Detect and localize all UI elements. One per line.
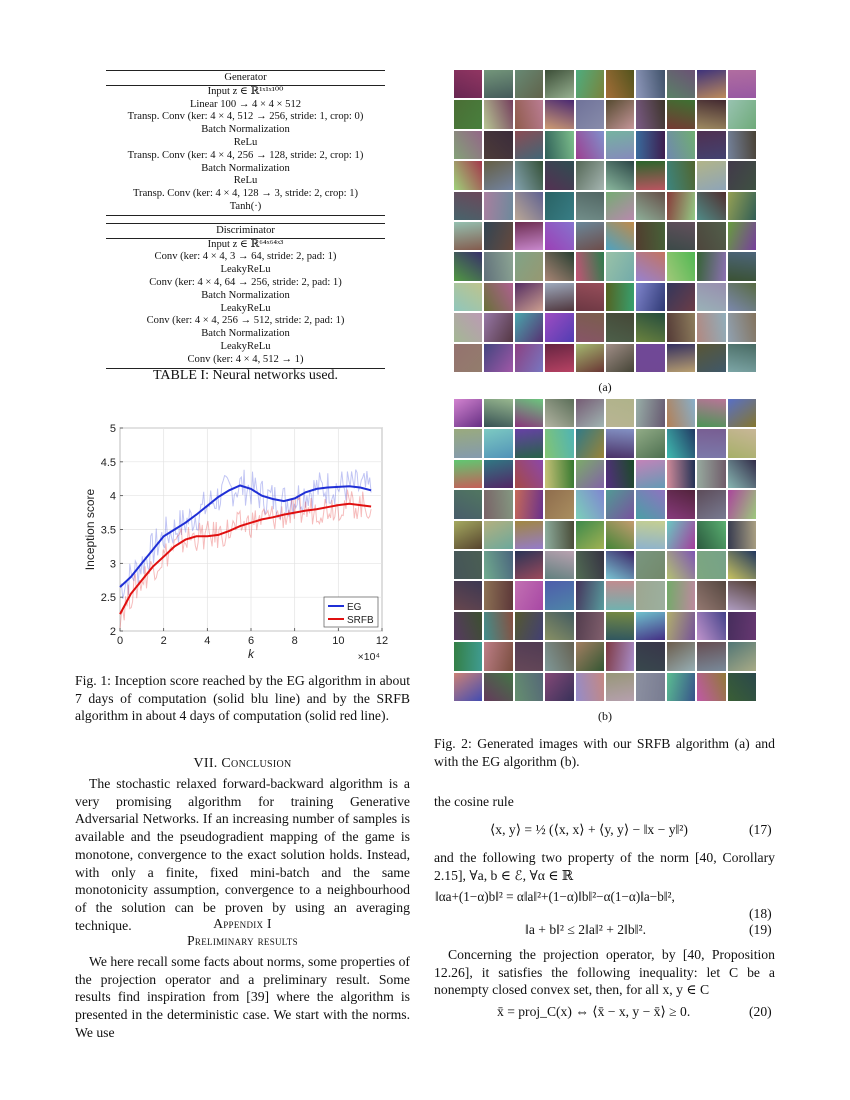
chart-svg: [80, 420, 400, 670]
generated-image-tile: [454, 490, 482, 518]
generated-image-tile: [667, 460, 695, 488]
generated-image-tile: [606, 161, 634, 189]
generated-image-tile: [667, 344, 695, 372]
generated-image-tile: [454, 100, 482, 128]
generated-image-tile: [636, 283, 664, 311]
generated-image-tile: [697, 521, 725, 549]
equation-20: x̄ = proj_C(x) ⇔ ⟨x̄ − x, y − x̄⟩ ≥ 0.: [497, 1004, 691, 1019]
generated-image-tile: [484, 490, 512, 518]
generated-image-tile: [606, 283, 634, 311]
generator-row: ReLu: [233, 136, 258, 148]
generated-image-tile: [545, 521, 573, 549]
generated-image-tile: [606, 460, 634, 488]
generated-image-tile: [728, 642, 756, 670]
generated-image-tile: [515, 252, 543, 280]
generated-image-tile: [728, 161, 756, 189]
fig2-label-b: (b): [598, 709, 612, 723]
x-tick-label: 10: [332, 635, 345, 647]
generated-image-tile: [667, 612, 695, 640]
generated-image-tile: [484, 551, 512, 579]
discriminator-title: Discriminator: [216, 224, 275, 236]
generated-image-tile: [515, 131, 543, 159]
generated-image-tile: [454, 252, 482, 280]
generated-image-tile: [515, 283, 543, 311]
generated-image-tile: [484, 399, 512, 427]
generated-image-tile: [545, 581, 573, 609]
generated-image-tile: [545, 344, 573, 372]
generated-image-tile: [545, 222, 573, 250]
generated-image-tile: [667, 673, 695, 701]
generated-image-tile: [697, 161, 725, 189]
generated-images-grid-b: [452, 397, 758, 703]
x-tick-label: 0: [116, 635, 124, 647]
generated-image-tile: [515, 642, 543, 670]
generated-image-tile: [667, 252, 695, 280]
generated-image-tile: [728, 344, 756, 372]
generated-image-tile: [484, 642, 512, 670]
table-neural-networks: [106, 70, 385, 369]
generated-image-tile: [545, 460, 573, 488]
generated-image-tile: [454, 283, 482, 311]
conclusion-paragraph: The stochastic relaxed forward-backward algorithm is a very promising algorithm for training Generative Adversarial Networks. If an increasing number of samples is available and the pseudogradient mapping of the game is monotone, convergence to the exact solution holds. Instead, with only a finite, fixed mini-batch and the same monotonicity assumption, convergence to a neighbourhood of the solution can be proven by using an averaging technique.: [75, 776, 410, 933]
generated-image-tile: [667, 70, 695, 98]
generated-image-tile: [667, 521, 695, 549]
generated-image-tile: [484, 131, 512, 159]
generated-image-tile: [576, 344, 604, 372]
generated-image-tile: [515, 429, 543, 457]
y-tick-label: 3: [109, 558, 116, 571]
generated-image-tile: [606, 612, 634, 640]
generated-image-tile: [667, 131, 695, 159]
generated-image-tile: [484, 100, 512, 128]
generated-image-tile: [454, 313, 482, 341]
generated-image-tile: [545, 70, 573, 98]
generator-row: Batch Normalization: [201, 124, 290, 136]
discriminator-row: Conv (ker: 4 × 4, 3 → 64, stride: 2, pad: 1): [154, 251, 337, 263]
discriminator-row: Conv (ker: 4 × 4, 256 → 512, stride: 2, pad: 1): [146, 315, 345, 327]
generated-image-tile: [606, 551, 634, 579]
equation-17-number: (17): [749, 822, 772, 837]
generator-row: ReLu: [233, 175, 258, 187]
discriminator-row: Input z ∈ ℝ⁶⁴ˣ⁶⁴ˣ³: [207, 238, 284, 250]
appendix-heading: Appendix I: [213, 916, 272, 931]
generated-image-tile: [576, 131, 604, 159]
generated-image-tile: [697, 344, 725, 372]
generated-image-tile: [576, 612, 604, 640]
x-tick-label: 6: [247, 635, 255, 647]
generator-row: Transp. Conv (ker: 4 × 4, 128 → 3, stride: 2, crop: 1): [132, 188, 359, 200]
discriminator-rows: [106, 239, 385, 367]
generated-image-tile: [576, 313, 604, 341]
generated-image-tile: [697, 490, 725, 518]
generated-image-tile: [606, 673, 634, 701]
generated-image-tile: [728, 252, 756, 280]
generated-image-tile: [454, 222, 482, 250]
generated-image-tile: [545, 429, 573, 457]
generated-image-tile: [697, 131, 725, 159]
generated-image-tile: [454, 551, 482, 579]
generated-image-tile: [454, 521, 482, 549]
generated-image-tile: [728, 222, 756, 250]
generated-image-tile: [484, 673, 512, 701]
generated-image-tile: [515, 612, 543, 640]
y-tick-label: 4.5: [100, 456, 116, 469]
generated-image-tile: [728, 313, 756, 341]
generated-image-tile: [484, 581, 512, 609]
y-tick-label: 4: [109, 490, 116, 503]
discriminator-row: Conv (ker: 4 × 4, 64 → 256, stride: 2, pad: 1): [149, 276, 342, 288]
generated-image-tile: [667, 161, 695, 189]
generated-image-tile: [454, 429, 482, 457]
generated-image-tile: [667, 490, 695, 518]
discriminator-row: Batch Normalization: [201, 289, 290, 301]
projection-text: [434, 946, 775, 999]
generated-image-tile: [484, 344, 512, 372]
generated-image-tile: [667, 100, 695, 128]
generated-image-tile: [545, 642, 573, 670]
generated-image-tile: [484, 612, 512, 640]
generated-image-tile: [576, 429, 604, 457]
generated-image-tile: [636, 429, 664, 457]
generated-image-tile: [484, 222, 512, 250]
generated-image-tile: [484, 313, 512, 341]
conclusion-heading: VII. Conclusion: [193, 756, 292, 771]
generated-image-tile: [545, 131, 573, 159]
generated-image-tile: [576, 70, 604, 98]
generated-image-tile: [697, 313, 725, 341]
generated-image-tile: [667, 581, 695, 609]
generated-image-tile: [576, 283, 604, 311]
generated-image-tile: [728, 283, 756, 311]
generated-image-tile: [606, 642, 634, 670]
discriminator-row: LeakyReLu: [220, 264, 271, 276]
generated-image-tile: [636, 642, 664, 670]
discriminator-row: LeakyReLu: [220, 302, 271, 314]
inception-score-chart: [80, 420, 400, 670]
generated-image-tile: [636, 399, 664, 427]
generated-image-tile: [636, 192, 664, 220]
generated-image-tile: [545, 283, 573, 311]
generated-image-tile: [606, 521, 634, 549]
generated-image-tile: [697, 252, 725, 280]
generated-image-tile: [576, 399, 604, 427]
generated-image-tile: [576, 551, 604, 579]
generator-row: Transp. Conv (ker: 4 × 4, 256 → 128, stride: 2, crop: 1): [127, 149, 364, 161]
generated-image-tile: [636, 252, 664, 280]
x-multiplier-label: ×10⁴: [357, 651, 380, 663]
generated-image-tile: [636, 100, 664, 128]
generated-image-tile: [545, 100, 573, 128]
equation-18: ‖αa+(1−α)b‖² = α‖a‖²+(1−α)‖b‖²−α(1−α)‖a−b‖²,: [435, 889, 675, 904]
generated-image-tile: [454, 131, 482, 159]
equation-17: ⟨x, y⟩ = ½ (⟨x, x⟩ + ⟨y, y⟩ − ‖x − y‖²): [490, 822, 688, 837]
generated-image-tile: [667, 399, 695, 427]
generated-image-tile: [667, 192, 695, 220]
generated-image-tile: [728, 612, 756, 640]
generated-image-tile: [576, 521, 604, 549]
generated-image-tile: [454, 642, 482, 670]
generated-image-tile: [576, 192, 604, 220]
generated-image-tile: [697, 673, 725, 701]
generated-image-tile: [697, 399, 725, 427]
y-tick-label: 3.5: [100, 524, 116, 537]
y-tick-label: 5: [109, 423, 116, 435]
generated-image-tile: [728, 131, 756, 159]
generated-image-tile: [454, 399, 482, 427]
generated-image-tile: [545, 252, 573, 280]
generated-image-tile: [484, 252, 512, 280]
generated-images-grid-a: [452, 68, 758, 374]
generated-image-tile: [576, 252, 604, 280]
generated-image-tile: [515, 222, 543, 250]
generated-image-tile: [484, 283, 512, 311]
generated-image-tile: [636, 521, 664, 549]
generated-image-tile: [515, 161, 543, 189]
generated-image-tile: [636, 344, 664, 372]
generated-image-tile: [636, 222, 664, 250]
generated-image-tile: [576, 642, 604, 670]
generated-image-tile: [728, 490, 756, 518]
y-tick-label: 2.5: [100, 592, 116, 605]
cosine-intro: the cosine rule: [434, 794, 514, 809]
generated-image-tile: [697, 70, 725, 98]
generated-image-tile: [636, 131, 664, 159]
appendix-subheading: Preliminary results: [187, 933, 298, 948]
fig1-caption: Fig. 1: Inception score reached by the EG algorithm in about 7 days of computation (solid blu line) and by the SRFB algorithm in about 4 days of computation (solid red line).: [75, 673, 410, 723]
generated-image-tile: [636, 551, 664, 579]
generated-image-tile: [606, 70, 634, 98]
generated-image-tile: [454, 673, 482, 701]
generated-image-tile: [606, 581, 634, 609]
discriminator-row: LeakyReLu: [220, 340, 271, 352]
generated-image-tile: [606, 429, 634, 457]
generated-image-tile: [636, 581, 664, 609]
x-tick-label: 12: [375, 635, 389, 647]
generated-image-tile: [636, 161, 664, 189]
generated-image-tile: [728, 192, 756, 220]
generated-image-tile: [576, 161, 604, 189]
generated-image-tile: [636, 612, 664, 640]
generated-image-tile: [606, 344, 634, 372]
generated-image-tile: [515, 399, 543, 427]
generated-image-tile: [606, 313, 634, 341]
generated-image-tile: [576, 222, 604, 250]
generated-image-tile: [728, 460, 756, 488]
x-tick-label: 4: [204, 635, 211, 647]
generated-image-tile: [636, 460, 664, 488]
generated-image-tile: [697, 460, 725, 488]
generated-image-tile: [515, 344, 543, 372]
generated-image-tile: [697, 581, 725, 609]
generated-image-tile: [667, 642, 695, 670]
generated-image-tile: [728, 399, 756, 427]
generated-image-tile: [576, 673, 604, 701]
generator-row: Transp. Conv (ker: 4 × 4, 512 → 256, stride: 1, crop: 0): [127, 111, 364, 123]
legend-label-eg: EG: [347, 602, 362, 613]
generated-image-tile: [667, 283, 695, 311]
generated-image-tile: [484, 521, 512, 549]
y-axis-label: Inception score: [83, 488, 97, 571]
generated-image-tile: [576, 581, 604, 609]
generated-image-tile: [697, 100, 725, 128]
generated-image-tile: [697, 612, 725, 640]
legend-label-srfb: SRFB: [347, 615, 374, 626]
equation-19: ‖a + b‖² ≤ 2‖a‖² + 2‖b‖².: [525, 922, 646, 937]
generated-image-tile: [667, 222, 695, 250]
generated-image-tile: [515, 673, 543, 701]
generated-image-tile: [545, 673, 573, 701]
generated-image-tile: [515, 70, 543, 98]
generated-image-tile: [606, 131, 634, 159]
generated-image-tile: [515, 551, 543, 579]
generated-image-tile: [484, 192, 512, 220]
generator-rows: [106, 86, 385, 214]
generated-image-tile: [454, 161, 482, 189]
fig2-label-a: (a): [598, 380, 612, 394]
generated-image-tile: [606, 222, 634, 250]
generated-image-tile: [515, 521, 543, 549]
generated-image-tile: [515, 313, 543, 341]
generated-image-tile: [515, 581, 543, 609]
generated-image-tile: [728, 100, 756, 128]
generated-image-tile: [545, 399, 573, 427]
generated-image-tile: [697, 429, 725, 457]
generated-image-tile: [545, 161, 573, 189]
generator-row: Tanh(·): [229, 200, 262, 212]
x-tick-label: 8: [291, 635, 298, 647]
generated-image-tile: [728, 581, 756, 609]
generator-title: Generator: [224, 72, 267, 83]
generated-image-tile: [454, 70, 482, 98]
generated-image-tile: [545, 192, 573, 220]
generated-image-tile: [515, 100, 543, 128]
y-tick-label: 2: [109, 626, 116, 638]
norm-intro: and the following two property of the norm [40, Corollary 2.15], ∀a, b ∈ ℰ, ∀α ∈ ℝ: [434, 850, 775, 883]
generated-image-tile: [515, 192, 543, 220]
table-caption: TABLE I: Neural networks used.: [152, 368, 339, 383]
generated-image-tile: [606, 399, 634, 427]
generator-row: Input z ∈ ℝ¹ˣ¹ˣ¹⁰⁰: [207, 85, 284, 97]
generated-image-tile: [606, 490, 634, 518]
generated-image-tile: [576, 100, 604, 128]
appendix-text: [75, 953, 410, 1042]
generated-image-tile: [728, 70, 756, 98]
generated-image-tile: [454, 460, 482, 488]
generated-image-tile: [667, 551, 695, 579]
generated-image-tile: [728, 521, 756, 549]
generated-image-tile: [636, 313, 664, 341]
x-axis-label: k: [248, 647, 254, 661]
generated-image-tile: [636, 673, 664, 701]
generated-image-tile: [545, 612, 573, 640]
generated-image-tile: [454, 192, 482, 220]
discriminator-row: Batch Normalization: [201, 328, 290, 340]
conclusion-text: [75, 775, 410, 934]
equation-18-number: (18): [749, 906, 772, 921]
generated-image-tile: [697, 192, 725, 220]
generated-image-tile: [484, 161, 512, 189]
generated-image-tile: [576, 490, 604, 518]
equation-19-number: (19): [749, 922, 772, 937]
generated-image-tile: [484, 460, 512, 488]
generated-image-tile: [636, 70, 664, 98]
generated-image-tile: [484, 429, 512, 457]
generator-row: Batch Normalization: [201, 162, 290, 174]
generated-image-tile: [697, 642, 725, 670]
generated-image-tile: [545, 313, 573, 341]
projection-paragraph: Concerning the projection operator, by [40, Proposition 12.26], it satisfies the following inequality: let C be a nonempty closed convex set, then, for all x, y ∈ C: [434, 947, 775, 998]
generated-image-tile: [728, 429, 756, 457]
generated-image-tile: [728, 551, 756, 579]
generated-image-tile: [576, 460, 604, 488]
fig2-caption: Fig. 2: Generated images with our SRFB algorithm (a) and with the EG algorithm (b).: [434, 736, 775, 769]
generated-image-tile: [667, 429, 695, 457]
generated-image-tile: [515, 460, 543, 488]
generated-image-tile: [697, 283, 725, 311]
generated-image-tile: [515, 490, 543, 518]
generated-image-tile: [697, 551, 725, 579]
generator-row: Linear 100 → 4 × 4 × 512: [189, 98, 302, 110]
generated-image-tile: [454, 581, 482, 609]
generated-image-tile: [606, 100, 634, 128]
discriminator-row: Conv (ker: 4 × 4, 512 → 1): [187, 353, 304, 365]
generated-image-tile: [484, 70, 512, 98]
generated-image-tile: [545, 551, 573, 579]
generated-image-tile: [667, 313, 695, 341]
generated-image-tile: [606, 192, 634, 220]
generated-image-tile: [454, 344, 482, 372]
generated-image-tile: [454, 612, 482, 640]
generated-image-tile: [636, 490, 664, 518]
x-tick-label: 2: [160, 635, 167, 647]
generated-image-tile: [606, 252, 634, 280]
generated-image-tile: [545, 490, 573, 518]
appendix-paragraph: We here recall some facts about norms, some properties of the projection operator and a preliminary result. Some results find inspiration from [39] where the algorithm is presented in the deterministic case. We start with the norms. We use: [75, 954, 410, 1040]
equation-20-number: (20): [749, 1004, 772, 1019]
generated-image-tile: [697, 222, 725, 250]
generated-image-tile: [728, 673, 756, 701]
